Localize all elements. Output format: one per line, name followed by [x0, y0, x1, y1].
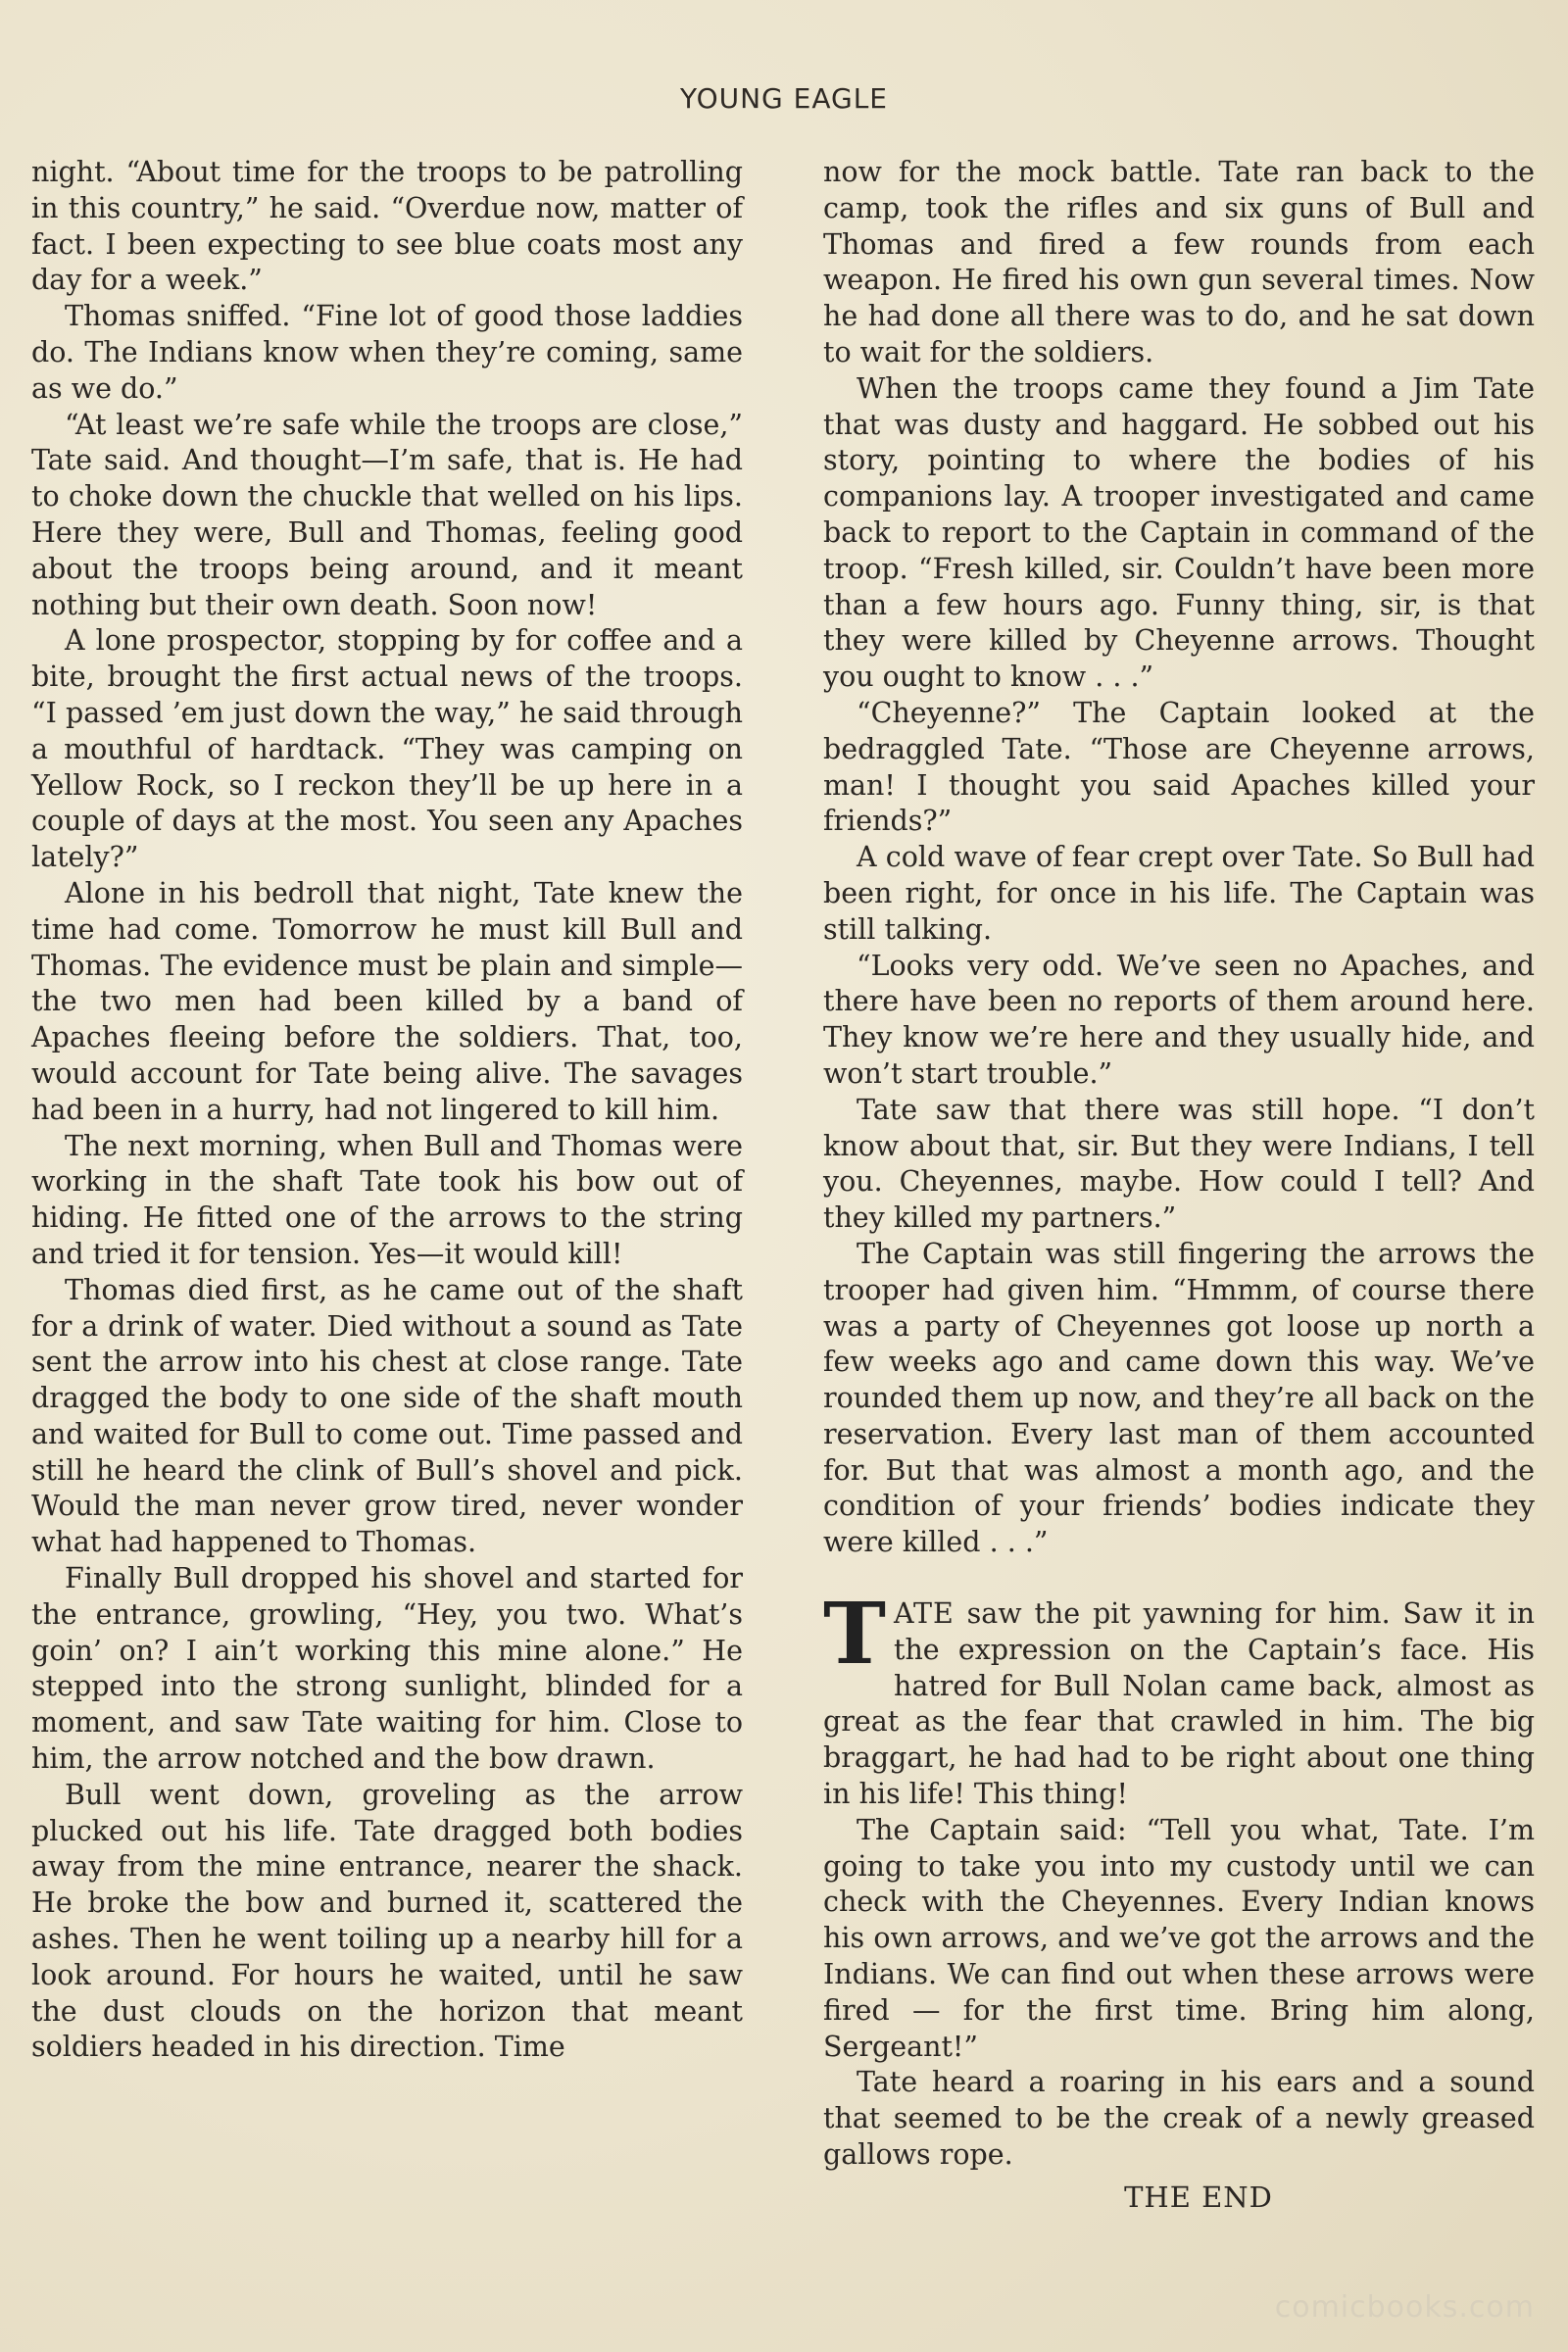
section-opening-paragraph: [823, 1585, 1535, 1813]
paragraph: Finally Bull dropped his shovel and started for the entrance, growling, “Hey, you two. What’s goin’ on? I ain’t working this mine alone.” He stepped into the strong sunlight, blinded for a moment, and saw Tate waiting for him. Close to him, the arrow notched and the bow drawn.: [31, 1562, 743, 1776]
paragraph: night. “About time for the troops to be patrolling in this country,” he said. “Overdue now, matter of fact. I been expecting to see blue coats most any day for a week.”: [31, 156, 743, 297]
paragraph: Thomas sniffed. “Fine lot of good those laddies do. The Indians know when they’re coming, same as we do.”: [31, 300, 743, 405]
paragraph: The Captain was still fingering the arrows the trooper had given him. “Hmmm, of course there was a party of Cheyennes got loose up north a few weeks ago and came down this way. We’ve rounded them up now, and they’re all back on the reservation. Every last man of them accounted for. But that was almost a month ago, and the condition of your friends’ bodies indicate they were killed . . .”: [823, 1237, 1535, 1559]
paragraph: Tate heard a roaring in his ears and a sound that seemed to be the creak of a newly greased gallows rope.: [823, 2066, 1535, 2172]
paragraph: “Cheyenne?” The Captain looked at the bedraggled Tate. “Those are Cheyenne arrows, man! I thought you said Apaches killed your friends?”: [823, 696, 1535, 838]
paragraph: A cold wave of fear crept over Tate. So Bull had been right, for once in his life. The Captain was still talking.: [823, 841, 1535, 946]
paragraph: Alone in his bedroll that night, Tate knew the time had come. Tomorrow he must kill Bull and Thomas. The evidence must be plain and simple—the two men had been killed by a band of Apaches fleeing before the soldiers. That, too, would account for Tate being alive. The savages had been in a hurry, had not lingered to kill him.: [31, 876, 743, 1126]
running-header: YOUNG EAGLE: [680, 82, 888, 115]
paragraph: “At least we’re safe while the troops are close,” Tate said. And thought—I’m safe, that is. He had to choke down the chuckle that welled on his lips. Here they were, Bull and Thomas, feeling good about the troops being around, and it meant nothing but their own death. Soon now!: [31, 408, 743, 621]
paragraph-text: saw the pit yawning for him. Saw it in the expression on the Captain’s face. His hatred for Bull Nolan came back, almost as great as the fear that crawled in him. The big braggart, he had had to be right about one thing in his life! This thing!: [823, 1597, 1535, 1811]
drop-cap-word: ATE: [894, 1597, 955, 1631]
the-end-label: THE END: [1124, 2180, 1273, 2214]
paragraph: Bull went down, groveling as the arrow plucked out his life. Tate dragged both bodies away from the mine entrance, nearer the shack. He broke the bow and burned it, scattered the ashes. Then he went toiling up a nearby hill for a look around. For hours he waited, until he saw the dust clouds on the horizon that meant soldiers headed in his direction. Time: [31, 1778, 743, 2064]
left-column: [31, 155, 743, 2066]
paragraph: When the troops came they found a Jim Tate that was dusty and haggard. He sobbed out his story, pointing to where the bodies of his companions lay. A trooper investigated and came back to report to the Captain in command of the troop. “Fresh killed, sir. Couldn’t have been more than a few hours ago. Funny thing, sir, is that they were killed by Cheyenne arrows. Thought you ought to know . . .”: [823, 371, 1535, 694]
paragraph: now for the mock battle. Tate ran back to the camp, took the rifles and six guns of Bull and Thomas and fired a few rounds from each weapon. He fired his own gun several times. Now he had done all there was to do, and he sat down to wait for the soldiers.: [823, 156, 1535, 368]
paragraph: A lone prospector, stopping by for coffee and a bite, brought the first actual news of the troops. “I passed ’em just down the way,” he said through a mouthful of hardtack. “They was camping on Yellow Rock, so I reckon they’ll be up here in a couple of days at the most. You seen any Apaches lately?”: [31, 624, 743, 874]
paragraph: “Looks very odd. We’ve seen no Apaches, and there have been no reports of them around here. They know we’re here and they usually hide, and won’t start trouble.”: [823, 949, 1535, 1090]
drop-cap: T: [823, 1585, 886, 1685]
right-column: [823, 155, 1535, 2216]
paragraph: Tate saw that there was still hope. “I don’t know about that, sir. But they were Indians, I tell you. Cheyennes, maybe. How could I tell? And they killed my partners.”: [823, 1093, 1535, 1235]
watermark: comicbooks.com: [1274, 2290, 1535, 2325]
paragraph: The Captain said: “Tell you what, Tate. I’m going to take you into my custody until we can check with the Cheyennes. Every Indian knows his own arrows, and we’ve got the arrows and the Indians. We can find out when these arrows were fired — for the first time. Bring him along, Sergeant!”: [823, 1813, 1535, 2063]
paragraph: The next morning, when Bull and Thomas were working in the shaft Tate took his bow out of hiding. He fitted one of the arrows to the string and tried it for tension. Yes—it would kill!: [31, 1129, 743, 1270]
paragraph: Thomas died first, as he came out of the shaft for a drink of water. Died without a sound as Tate sent the arrow into his chest at close range. Tate dragged the body to one side of the shaft mouth and waited for Bull to come out. Time passed and still he heard the clink of Bull’s shovel and pick. Would the man never grow tired, never wonder what had happened to Thomas.: [31, 1273, 743, 1559]
